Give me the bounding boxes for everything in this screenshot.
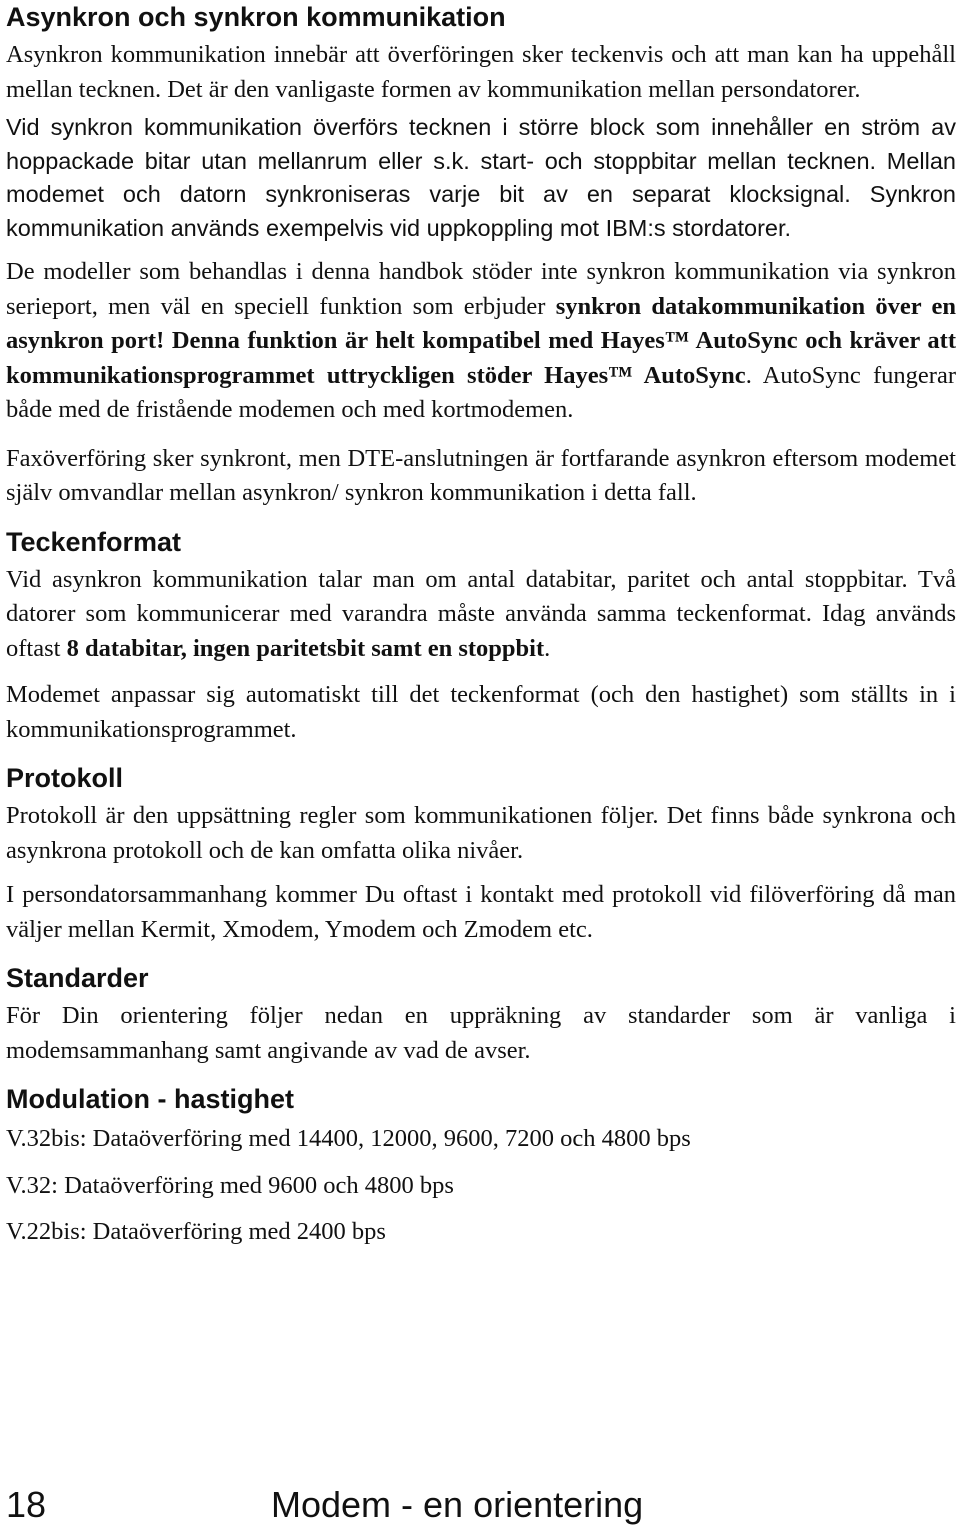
paragraph-async: Asynkron kommunikation innebär att överföringen sker teckenvis och att man kan ha uppehåll mellan tecknen. Det är den vanligaste formen av kommunikation mellan persondatorer.: [6, 41, 956, 103]
section-heading-modulation: Modulation - hastighet: [6, 1084, 294, 1114]
list-item: V.32bis: Dataöverföring med 14400, 12000, 9600, 7200 och 4800 bps: [6, 1125, 691, 1152]
section-heading-standarder: Standarder: [6, 963, 149, 993]
autosync-text-a: De modeller som behandlas i denna handbok stöder inte synkron kommunikation via synkron serieport, men väl en speciell funktion som erbjuder: [6, 258, 956, 320]
section-heading-teckenformat: Teckenformat: [6, 526, 182, 557]
paragraph-filtransfer: I persondatorsammanhang kommer Du oftast i kontakt med protokoll vid filöverföring då man väljer mellan Kermit, Xmodem, Ymodem och Zmodem etc.: [6, 881, 956, 943]
paragraph-protokoll: Protokoll är den uppsättning regler som kommunikationen följer. Det finns både synkrona och asynkrona protokoll och de kan omfatta olika nivåer.: [6, 802, 956, 864]
footer-title: Modem - en orientering: [271, 1484, 644, 1525]
paragraph-fax: Faxöverföring sker synkront, men DTE-anslutningen är fortfarande asynkron eftersom modemet själv omvandlar mellan asynkron/ synkron kommunikation i detta fall.: [6, 444, 956, 506]
section-heading-async-sync: Asynkron och synkron kommunikation: [6, 2, 506, 32]
section-heading-protokoll: Protokoll: [6, 763, 124, 793]
list-item: V.32: Dataöverföring med 9600 och 4800 bps: [6, 1171, 454, 1199]
paragraph-sync: Vid synkron kommunikation överförs tecknen i större block som innehåller en ström av hoppackade bitar utan mellanrum eller s.k. start- och stoppbitar mellan tecknen. Mellan modemet och datorn synkroniseras varje bit av en separat klocksignal. Synkron kommunikation används exempelvis vid uppkoppling mot IBM:s stordatorer.: [6, 114, 956, 241]
paragraph-autosync: [6, 255, 956, 428]
autosync-text-bold: synkron datakommunikation över en asynkron port! Denna funktion är helt kompatibel med Hayes™ AutoSync och kräver att kommunikationsprogrammet uttryckligen stöder Hayes™ AutoSync: [6, 292, 957, 389]
paragraph-standarder: För Din orientering följer nedan en uppräkning av standarder som är vanliga i modemsammanhang samt angivande av vad de avser.: [6, 1002, 956, 1064]
teckenformat-text-a: Vid asynkron kommunikation talar man om antal databitar, paritet och antal stoppbitar. Två datorer som kommunicerar med varandra måste använda samma teckenformat. Idag används oftast: [6, 565, 956, 662]
autosync-text-c: . AutoSync fungerar både med de fristående modemen och med kortmodemen.: [6, 361, 956, 423]
teckenformat-text-bold: 8 databitar, ingen paritetsbit samt en stoppbit: [66, 634, 545, 662]
page-number: 18: [6, 1484, 47, 1525]
document-page: [6, 0, 956, 1250]
paragraph-teckenformat: [6, 563, 956, 667]
teckenformat-text-c: .: [544, 634, 551, 662]
paragraph-modem-adapt: Modemet anpassar sig automatiskt till det teckenformat (och den hastighet) som ställts in i kommunikationsprogrammet.: [6, 681, 956, 743]
list-item: V.22bis: Dataöverföring med 2400 bps: [6, 1218, 386, 1245]
